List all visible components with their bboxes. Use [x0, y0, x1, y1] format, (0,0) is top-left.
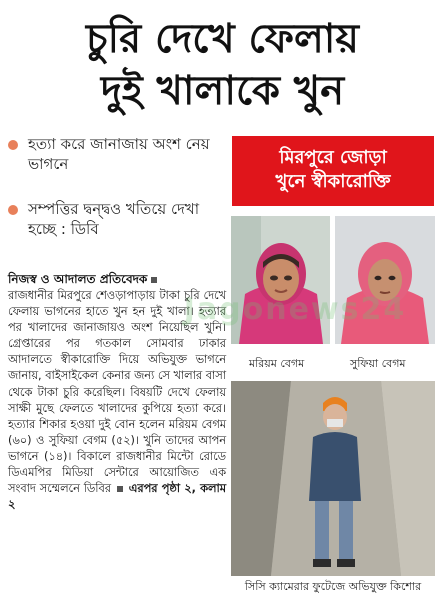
square-bullet-icon	[117, 486, 123, 492]
highlight-text: হত্যা করে জানাজায় অংশ নেয় ভাগনে	[28, 135, 210, 173]
photo-caption-1: মরিয়ম বেগম	[249, 357, 305, 370]
headline-line-2: দুই খালাকে খুন	[100, 68, 345, 114]
red-box-line-1: মিরপুরে জোড়া	[279, 147, 387, 168]
bullet-dot-icon	[8, 140, 18, 150]
photo-caption-2: সুফিয়া বেগম	[350, 357, 406, 370]
cctv-caption: সিসি ক্যামেরার ফুটেজে অভিযুক্ত কিশোর	[244, 580, 422, 593]
square-bullet-icon	[151, 277, 157, 283]
continued-link[interactable]: এরপর পৃষ্ঠা ২, কলাম ২	[8, 482, 227, 512]
byline-text: নিজস্ব ও আদালত প্রতিবেদক	[8, 272, 148, 286]
highlight-1	[8, 134, 223, 174]
headline-line-1: চুরি দেখে ফেলায়	[86, 16, 359, 62]
cctv-footage-image	[231, 381, 435, 576]
highlight-2	[8, 199, 223, 239]
watermark: Jagonews24	[183, 292, 407, 327]
article-text: রাজধানীর মিরপুরে শেওড়াপাড়ায় টাকা চুরি দেখে ফেলায় ভাগনের হাতে খুন হন দুই খালা। হত্যার পর খালাদের জানাজায়ও অংশ নিয়েছিল খুনি। গ্রেপ্তারের পর গতকাল সোমবার ঢাকার আদালতে স্বীকারোক্তি দিয়ে অভিযুক্ত ভাগনে জানায়, বাইসাইকেল কেনার জন্য সে খালার বাসা থেকে টাকা চুরি করেছিল। বিষয়টি দেখে ফেলায় সাক্ষী মুছে ফেলতে খালাদের কুপিয়ে হত্যা করে। হত্যার শিকার হওয়া দুই বোন হলেন মরিয়ম বেগম (৬০) ও সুফিয়া বেগম (৫২)। খুনি তাদের আপন ভাগনে (১৪)। বিকালে রাজধানীর মিন্টো রোডে ডিএমপির মিডিয়া সেন্টারে আয়োজিত এক সংবাদ সম্মেলনে ডিবির	[8, 289, 226, 496]
highlight-text: সম্পত্তির দ্বন্দ্বও খতিয়ে দেখা হচ্ছে : ডিবি	[28, 200, 200, 238]
red-box-line-2: খুনে স্বীকারোক্তি	[275, 171, 391, 192]
bullet-dot-icon	[8, 205, 18, 215]
cctv-footage-icon	[231, 381, 435, 576]
red-headline-box	[232, 136, 434, 206]
